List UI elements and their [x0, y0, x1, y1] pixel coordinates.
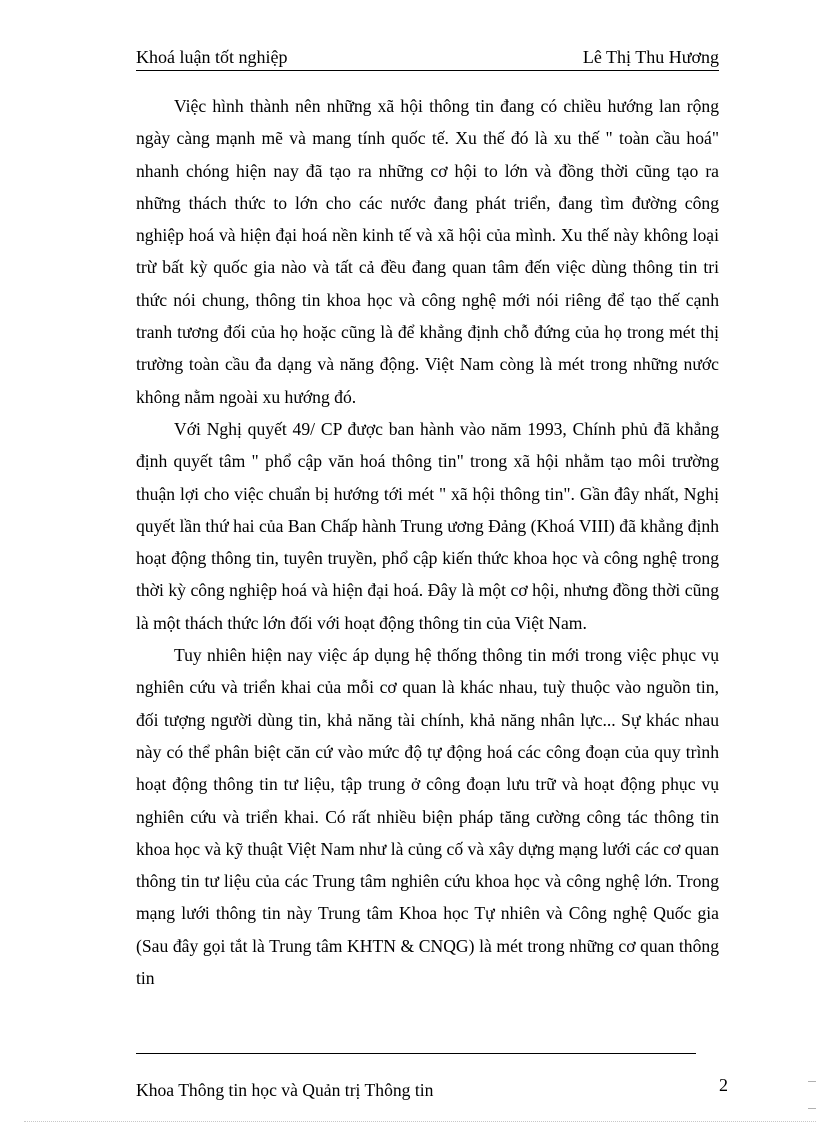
- page-number: 2: [719, 1075, 728, 1095]
- footer-divider: [136, 1053, 696, 1054]
- margin-marker: [808, 1108, 816, 1109]
- paragraph: Việc hình thành nên những xã hội thông tin đang có chiều hướng lan rộng ngày càng mạnh mẽ và mang tính quốc tế. Xu thế đó là xu thế " toàn cầu hoá" nhanh chóng hiện nay đã tạo ra những cơ hội to lớn và đồng thời cũng tạo ra những thách thức to lớn cho các nước đang phát triển, đang tìm đường công nghiệp hoá và hiện đại hoá nền kinh tế và xã hội của mình. Xu thế này không loại trừ bất kỳ quốc gia nào và tất cả đều đang quan tâm đến việc dùng thông tin tri thức nói chung, thông tin khoa học và công nghệ mới nói riêng để tạo thế cạnh tranh tương đối của họ hoặc cũng là để khẳng định chỗ đứng của họ trong mét thị trường toàn cầu đa dạng và năng động. Việt Nam còng là mét trong những nước không nằm ngoài xu hướng đó.: [136, 96, 719, 407]
- paragraph: Với Nghị quyết 49/ CP được ban hành vào năm 1993, Chính phủ đã khẳng định quyết tâm " phổ cập văn hoá thông tin" trong xã hội nhằm tạo môi trường thuận lợi cho việc chuẩn bị hướng tới mét " xã hội thông tin". Gần đây nhất, Nghị quyết lần thứ hai của Ban Chấp hành Trung ương Đảng (Khoá VIII) đã khẳng định hoạt động thông tin, tuyên truyền, phổ cập kiến thức khoa học và công nghệ trong thời kỳ công nghiệp hoá và hiện đại hoá. Đây là một cơ hội, nhưng đồng thời cũng là một thách thức lớn đối với hoạt động thông tin của Việt Nam.: [136, 418, 719, 633]
- footer-department: Khoa Thông tin học và Quản trị Thông tin: [136, 1080, 434, 1100]
- header-thesis-label: Khoá luận tốt nghiệp: [136, 47, 288, 67]
- header-author-name: Lê Thị Thu Hương: [582, 47, 719, 67]
- page-bottom-edge: [24, 1121, 816, 1122]
- page-header: [136, 44, 719, 71]
- margin-marker: [808, 1081, 816, 1082]
- paragraph: Tuy nhiên hiện nay việc áp dụng hệ thống thông tin mới trong việc phục vụ nghiên cứu và triển khai của mỗi cơ quan là khác nhau, tuỳ thuộc vào nguồn tin, đối tượng người dùng tin, khả năng tài chính, khả năng nhân lực... Sự khác nhau này có thể phân biệt căn cứ vào mức độ tự động hoá các công đoạn của quy trình hoạt động thông tin tư liệu, tập trung ở công đoạn lưu trữ và hoạt động phục vụ nghiên cứu và triển khai. Có rất nhiều biện pháp tăng cường công tác thông tin khoa học và kỹ thuật Việt Nam như là củng cố và xây dựng mạng lưới các cơ quan thông tin tư liệu của các Trung tâm nghiên cứu khoa học và công nghệ lớn. Trong mạng lưới thông tin này Trung tâm Khoa học Tự nhiên và Công nghệ Quốc gia (Sau đây gọi tắt là Trung tâm KHTN & CNQG) là mét trong những cơ quan thông tin: [136, 645, 719, 989]
- body-text: [136, 90, 719, 994]
